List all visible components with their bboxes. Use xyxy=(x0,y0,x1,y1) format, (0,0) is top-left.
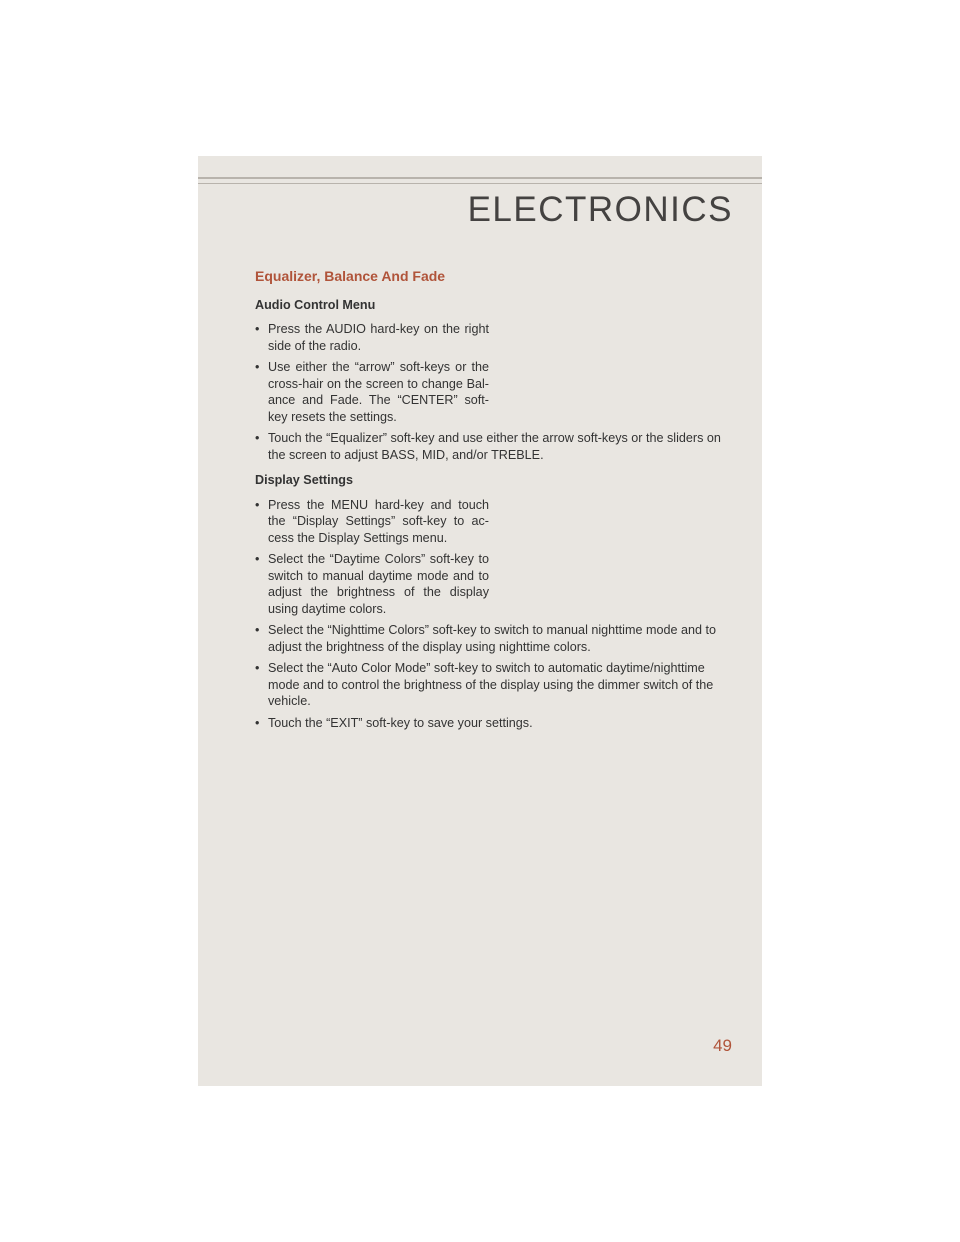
page-content xyxy=(255,268,735,736)
list-item xyxy=(255,551,489,617)
audio-control-heading: Audio Control Menu xyxy=(255,297,376,312)
list-item xyxy=(255,715,735,732)
bullet: • xyxy=(255,715,260,730)
bullet: • xyxy=(255,360,260,374)
header-rule-thin xyxy=(198,183,762,184)
page-number: 49 xyxy=(713,1036,732,1055)
list-item-text: Select the “Nighttime Colors” soft-key to switch to manual nighttime mode and to adjust the brightness of the display using nighttime colors. xyxy=(268,623,716,654)
display-settings-heading: Display Settings xyxy=(255,473,353,487)
list-item-text: Select the “Auto Color Mode” soft-key to switch to automatic daytime/nighttime mode and to control the brightness of the display using the dimmer switch of the vehicle. xyxy=(268,661,714,708)
bullet: • xyxy=(255,661,260,675)
section-header: ELECTRONICS xyxy=(467,190,733,229)
bullet: • xyxy=(255,431,260,445)
list-item xyxy=(255,321,489,354)
bullet: • xyxy=(255,623,260,637)
bullet: • xyxy=(255,497,260,512)
section-title: Equalizer, Balance And Fade xyxy=(255,268,446,284)
header-rule xyxy=(198,177,762,179)
list-item-text: Touch the “Equalizer” soft-key and use either the arrow soft-keys or the sliders on the screen to adjust BASS, MID, and/or TREBLE. xyxy=(268,431,721,462)
list-item xyxy=(255,622,735,655)
list-item-text: Touch the “EXIT” soft-key to save your settings. xyxy=(268,715,533,730)
manual-page xyxy=(198,156,762,1086)
list-item-text: Select the “Daytime Colors” soft-key to switch to manual daytime mode and to adjust the brightness of the display using daytime colors. xyxy=(268,552,489,616)
list-item-text: Press the AUDIO hard-key on the right side of the radio. xyxy=(268,322,489,353)
list-item-text: Use either the “arrow” soft-keys or the cross-hair on the screen to change Bal-ance and Fade. The “CENTER” soft-key resets the settings. xyxy=(268,360,489,424)
list-item-text: Press the MENU hard-key and touch the “Display Settings” soft-key to ac-cess the Display Settings menu. xyxy=(268,497,489,545)
list-item xyxy=(255,430,735,463)
list-item xyxy=(255,497,489,547)
list-item xyxy=(255,660,735,710)
bullet: • xyxy=(255,552,260,566)
list-item xyxy=(255,359,489,425)
bullet: • xyxy=(255,322,260,336)
